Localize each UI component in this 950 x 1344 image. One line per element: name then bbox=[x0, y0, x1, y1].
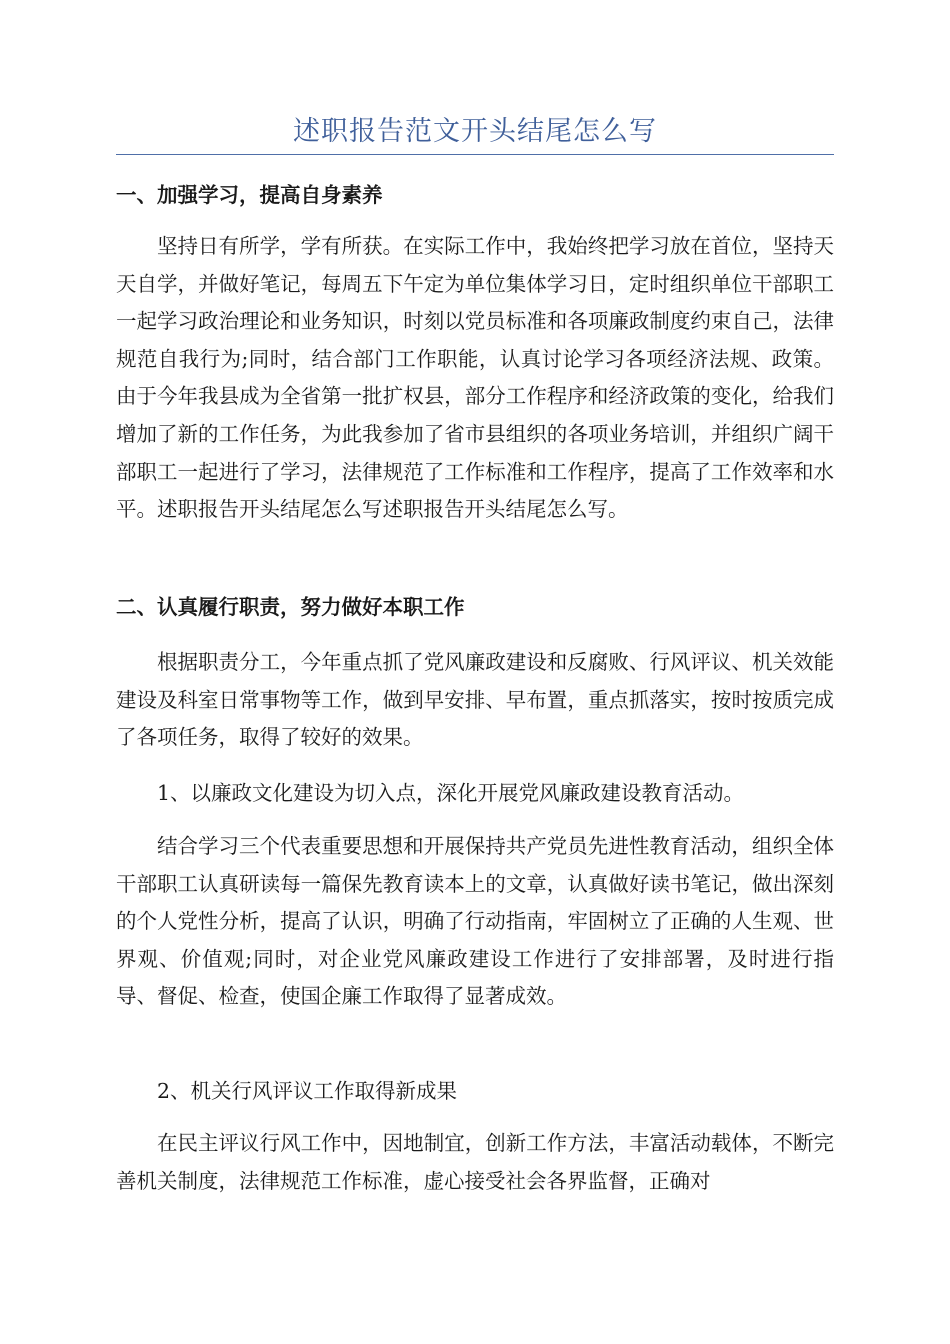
title-underline bbox=[116, 154, 834, 155]
subsection-paragraph-1: 结合学习三个代表重要思想和开展保持共产党员先进性教育活动，组织全体干部职工认真研读每一篇保先教育读本上的文章，认真做好读书笔记，做出深刻的个人党性分析，提高了认识，明确了行动指南，牢固树立了正确的人生观、世界观、价值观;同时，对企业党风廉政建设工作进行了安排部署，及时进行指导、督促、检查，使国企廉工作取得了显著成效。 bbox=[116, 834, 834, 1009]
section-heading-1: 一、加强学习，提高自身素养 bbox=[116, 183, 383, 207]
section-paragraph-2: 根据职责分工，今年重点抓了党风廉政建设和反腐败、行风评议、机关效能建设及科室日常事物等工作，做到早安排、早布置，重点抓落实，按时按质完成了各项任务，取得了较好的效果。 bbox=[116, 650, 834, 750]
section-heading-2: 二、认真履行职责，努力做好本职工作 bbox=[116, 595, 465, 619]
subsection-paragraph-2: 在民主评议行风工作中，因地制宜，创新工作方法，丰富活动载体，不断完善机关制度，法律规范工作标准，虚心接受社会各界监督，正确对 bbox=[116, 1131, 834, 1193]
subsection-heading-1: 1、以廉政文化建设为切入点，深化开展党风廉政建设教育活动。 bbox=[157, 781, 745, 805]
subsection-heading-2: 2、机关行风评议工作取得新成果 bbox=[157, 1079, 458, 1103]
document-title: 述职报告范文开头结尾怎么写 bbox=[293, 116, 657, 147]
section-paragraph-1: 坚持日有所学，学有所获。在实际工作中，我始终把学习放在首位，坚持天天自学，并做好笔记，每周五下午定为单位集体学习日，定时组织单位干部职工一起学习政治理论和业务知识，时刻以党员标准和各项廉政制度约束自己，法律规范自我行为;同时，结合部门工作职能，认真讨论学习各项经济法规、政策。由于今年我县成为全省第一批扩权县，部分工作程序和经济政策的变化，给我们增加了新的工作任务，为此我参加了省市县组织的各项业务培训，并组织广阔干部职工一起进行了学习，法律规范了工作标准和工作程序，提高了工作效率和水平。述职报告开头结尾怎么写述职报告开头结尾怎么写。 bbox=[116, 234, 834, 522]
